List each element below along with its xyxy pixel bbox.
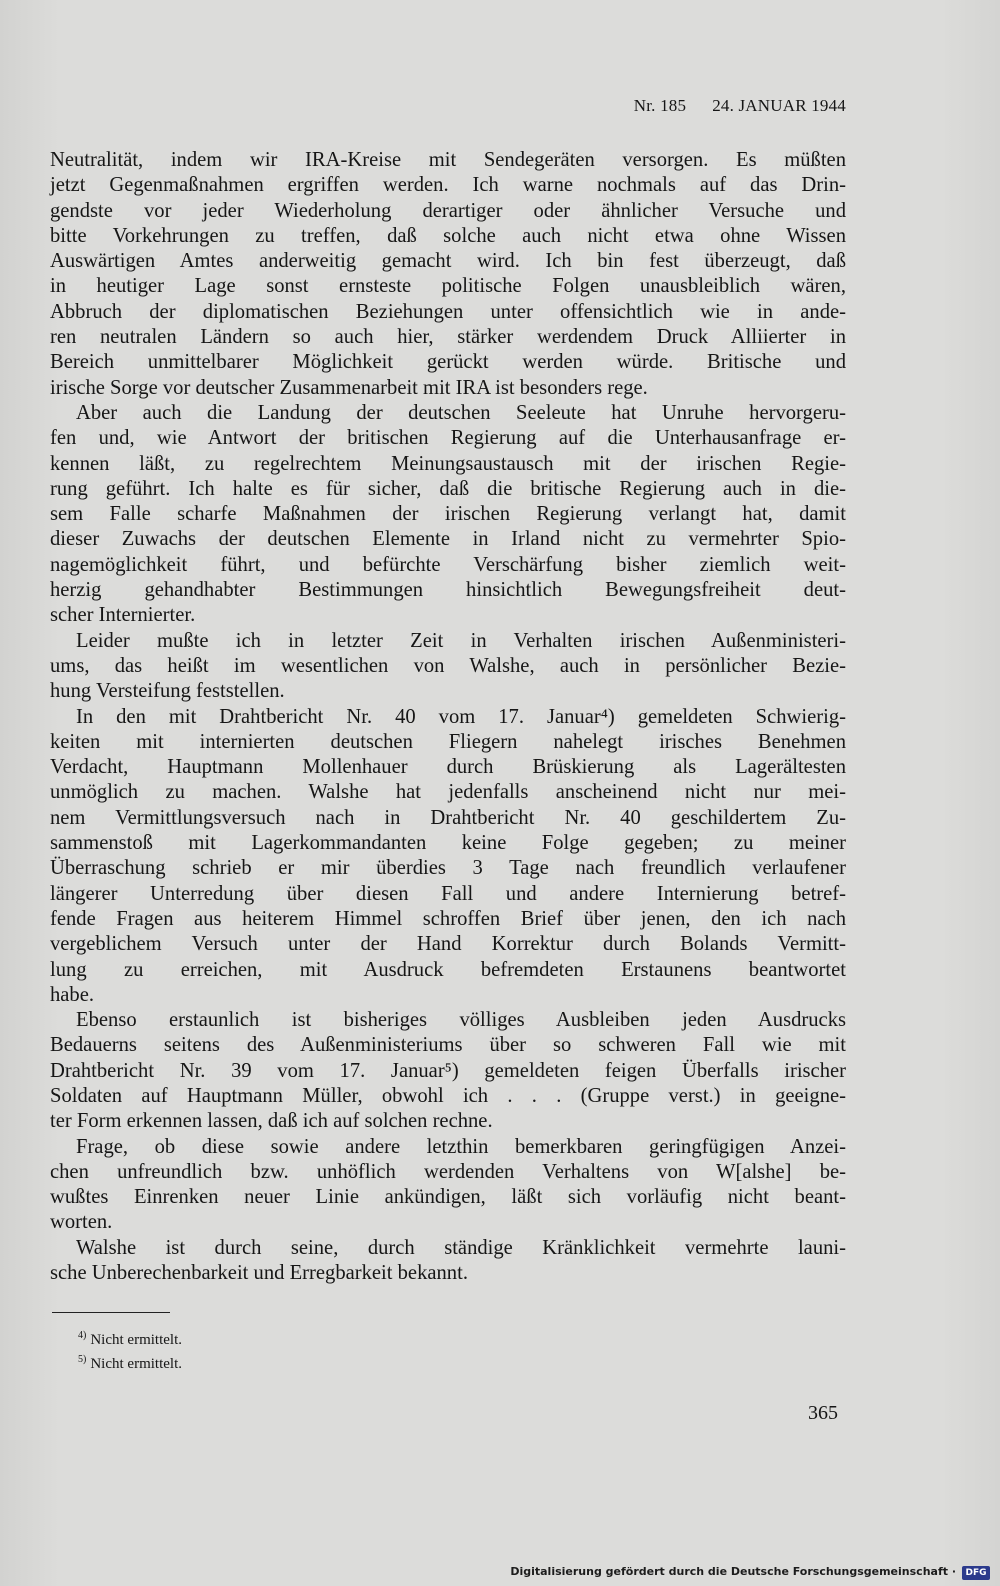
- running-header: [634, 96, 846, 116]
- body-line: ter Form erkennen lassen, daß ich auf solchen rechne.: [50, 1110, 493, 1133]
- footnote-mark: 5): [78, 1354, 87, 1365]
- footnote-text: Nicht ermittelt.: [90, 1356, 182, 1372]
- dfg-logo: DFG: [962, 1566, 990, 1580]
- footnote: [78, 1326, 182, 1350]
- footnotes: [78, 1326, 182, 1374]
- body-line: Ebenso erstaunlich ist bisheriges völliges Ausbleiben jeden Ausdrucks: [76, 1009, 846, 1032]
- body-line: lung zu erreichen, mit Ausdruck befremdeten Erstaunens beantwortet: [50, 958, 846, 981]
- footnote-text: Nicht ermittelt.: [90, 1332, 182, 1348]
- credit-bar: [0, 1560, 1000, 1586]
- body-line: bitte Vorkehrungen zu treffen, daß solche auch nicht etwa ohne Wissen: [50, 224, 846, 247]
- body-line: Abbruch der diplomatischen Beziehungen unter offensichtlich wie in ande-: [50, 300, 846, 323]
- body-line: keiten mit internierten deutschen Fliegern nahelegt irisches Benehmen: [50, 730, 846, 753]
- body-line: fende Fragen aus heiterem Himmel schroffen Brief über jenen, den ich nach: [50, 907, 846, 930]
- body-line: kennen läßt, zu regelrechtem Meinungsaustausch mit der irischen Regie-: [50, 452, 846, 475]
- body-line: unmöglich zu machen. Walshe hat jedenfalls anscheinend nicht nur mei-: [50, 781, 846, 804]
- body-line: in heutiger Lage sonst ernsteste politische Folgen unausbleiblich wären,: [50, 275, 846, 298]
- document-date: 24. JANUAR 1944: [712, 96, 846, 115]
- body-line: sammenstoß mit Lagerkommandanten keine Folge gegeben; zu meiner: [50, 832, 846, 855]
- body-line: ums, das heißt im wesentlichen von Walshe, auch in persönlicher Bezie-: [50, 654, 846, 677]
- body-line: herzig gehandhabter Bestimmungen hinsichtlich Bewegungsfreiheit deut-: [50, 579, 846, 602]
- body-line: Drahtbericht Nr. 39 vom 17. Januar⁵) gemeldeten feigen Überfalls irischer: [50, 1059, 846, 1082]
- body-line: nagemöglichkeit führt, und befürchte Verschärfung bisher ziemlich weit-: [50, 553, 846, 576]
- body-line: sche Unberechenbarkeit und Erregbarkeit bekannt.: [50, 1262, 468, 1285]
- body-line: vergeblichem Versuch unter der Hand Korrektur durch Bolands Vermitt-: [50, 933, 846, 956]
- body-line: rung geführt. Ich halte es für sicher, daß die britische Regierung auch in die-: [50, 477, 846, 500]
- page-number: 365: [808, 1402, 838, 1424]
- body-line: Bereich unmittelbarer Möglichkeit gerückt werden würde. Britische und: [50, 351, 846, 374]
- body-line: Auswärtigen Amtes anderweitig gemacht wird. Ich bin fest überzeugt, daß: [50, 250, 846, 273]
- footnote: [78, 1350, 182, 1374]
- body-line: In den mit Drahtbericht Nr. 40 vom 17. Januar⁴) gemeldeten Schwierig-: [76, 705, 846, 728]
- body-line: Aber auch die Landung der deutschen Seeleute hat Unruhe hervorgeru-: [76, 401, 846, 424]
- footnote-mark: 4): [78, 1330, 87, 1341]
- body-line: chen unfreundlich bzw. unhöflich werdenden Verhaltens von W[alshe] be-: [50, 1160, 846, 1183]
- body-line: gendste vor jeder Wiederholung derartiger oder ähnlicher Versuche und: [50, 199, 846, 222]
- body-line: Überraschung schrieb er mir überdies 3 Tage nach freundlich verlaufener: [50, 857, 846, 880]
- body-line: fen und, wie Antwort der britischen Regierung auf die Unterhausanfrage er-: [50, 427, 846, 450]
- body-line: worten.: [50, 1211, 113, 1234]
- body-line: habe.: [50, 983, 95, 1006]
- body-line: Verdacht, Hauptmann Mollenhauer durch Brüskierung als Lagerältesten: [50, 756, 846, 779]
- body-line: dieser Zuwachs der deutschen Elemente in Irland nicht zu vermehrter Spio-: [50, 528, 846, 551]
- body-line: ren neutralen Ländern so auch hier, stärker werdendem Druck Alliierter in: [50, 326, 846, 349]
- body-line: irische Sorge vor deutscher Zusammenarbeit mit IRA ist besonders rege.: [50, 376, 648, 399]
- footnote-rule: [52, 1312, 170, 1313]
- body-text: [50, 148, 846, 1286]
- body-line: nem Vermittlungsversuch nach in Drahtbericht Nr. 40 geschildertem Zu-: [50, 806, 846, 829]
- body-line: Neutralität, indem wir IRA-Kreise mit Sendegeräten versorgen. Es müßten: [50, 149, 846, 171]
- body-line: Walshe ist durch seine, durch ständige Kränklichkeit vermehrte launi-: [76, 1236, 846, 1259]
- document-number: Nr. 185: [633, 96, 687, 115]
- body-line: Frage, ob diese sowie andere letzthin bemerkbaren geringfügigen Anzei-: [76, 1135, 846, 1158]
- body-line: jetzt Gegenmaßnahmen ergriffen werden. Ich warne nochmals auf das Drin-: [50, 174, 846, 197]
- body-line: Bedauerns seitens des Außenministeriums über so schweren Fall wie mit: [50, 1034, 846, 1057]
- digitization-credit: Digitalisierung gefördert durch die Deutsche Forschungsgemeinschaft ·: [510, 1565, 956, 1578]
- body-line: scher Internierter.: [50, 604, 196, 627]
- body-line: sem Falle scharfe Maßnahmen der irischen Regierung verlangt hat, damit: [50, 503, 846, 526]
- body-line: Leider mußte ich in letzter Zeit in Verhalten irischen Außenministeri-: [76, 629, 846, 652]
- body-line: Soldaten auf Hauptmann Müller, obwohl ich . . . (Gruppe verst.) in geeigne-: [50, 1084, 846, 1107]
- body-line: wußtes Einrenken neuer Linie ankündigen, läßt sich vorläufig nicht beant-: [50, 1186, 846, 1209]
- body-line: hung Versteifung feststellen.: [50, 680, 285, 703]
- body-line: längerer Unterredung über diesen Fall und andere Internierung betref-: [50, 882, 846, 905]
